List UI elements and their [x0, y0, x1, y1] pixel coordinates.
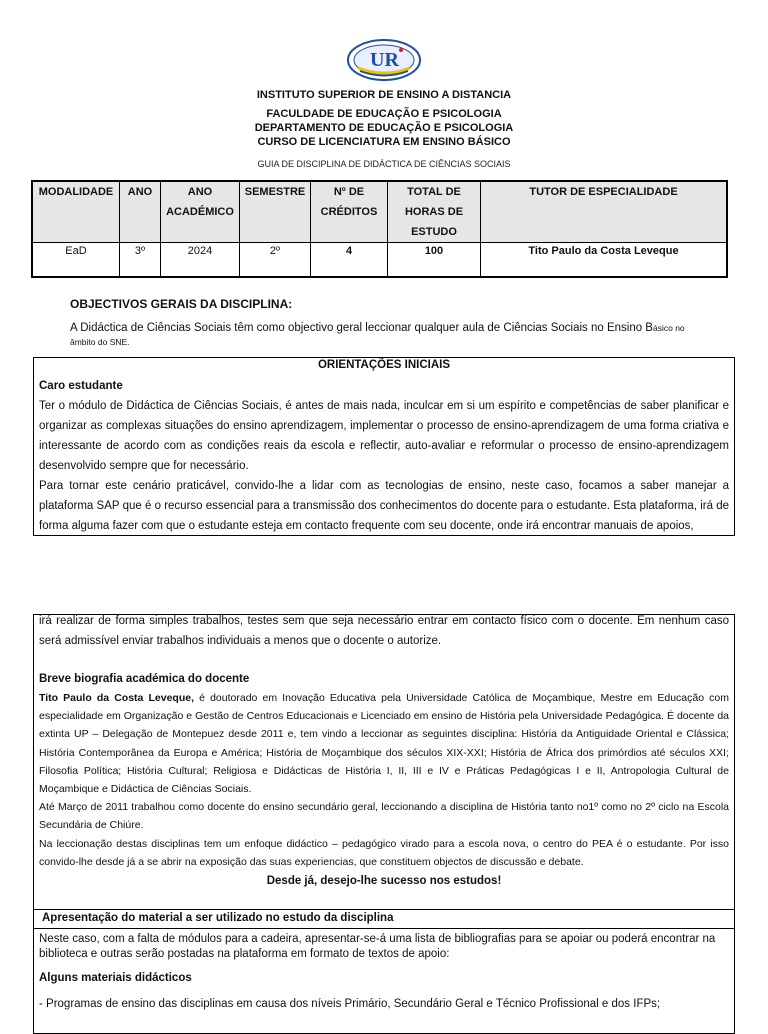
- table-cell: Tito Paulo da Costa Leveque: [481, 243, 728, 278]
- paragraph: irá realizar de forma simples trabalhos, testes sem que seja necessário entrar em contacto físico com o docente. Em nenhum caso será admissível enviar trabalhos individuais a menos que o docente o autorize.: [39, 615, 729, 647]
- bio-paragraph: Até Março de 2011 trabalhou como docente do ensino secundário geral, leccionando a disciplina de História tanto no1º como no 2º ciclo na Escola Secundária de Chiúre.: [39, 801, 729, 832]
- university-logo: [346, 38, 422, 82]
- objectives-text-small: ásico no âmbito do SNE.: [70, 323, 685, 347]
- table-header-row: [32, 181, 727, 243]
- header-cell: ANO: [120, 181, 161, 243]
- table-cell: 2º: [240, 243, 311, 278]
- document-header: [0, 88, 768, 102]
- guide-title: GUIA DE DISCIPLINA DE DIDÁCTICA DE CIÊNCIAS SOCIAIS: [257, 159, 511, 169]
- closing-line: Desde já, desejo-lhe sucesso nos estudos!: [266, 875, 502, 888]
- faculty-block: [0, 107, 768, 149]
- divider: [34, 928, 734, 929]
- paragraph: Neste caso, com a falta de módulos para a cadeira, apresentar-se-á uma lista de bibliografias para se apoiar ou poderá encontrar na biblioteca e outras serão postadas na plataforma em formato de textos de apoio:: [39, 933, 716, 961]
- header-cell: MODALIDADE: [32, 181, 120, 243]
- continuation-box: [33, 614, 735, 1034]
- paragraph: Ter o módulo de Didáctica de Ciências Sociais, é antes de mais nada, inculcar em si um espírito e competências de saber planificar e organizar as complexas situações do ensino aprendizagem, implementar o processo de ensino-aprendizagem de uma forma criativa e interessante de acordo com as condições reais da escola e reflectir, auto-avaliar e reformular o processo de ensino-aprendizagem desenvolvido sempre que for necessário.: [39, 400, 729, 472]
- bio-title: Breve biografia académica do docente: [39, 673, 250, 685]
- table-cell: 3º: [120, 243, 161, 278]
- list-item: - Programas de ensino das disciplinas em causa dos níveis Primário, Secundário Geral e Técnico Profissional e dos IFPs;: [39, 998, 661, 1011]
- bio-text: é doutorado em Inovação Educativa pela Universidade Católica de Moçambique, Mestre em Educação com especialidade em Organização e Gestão de Centros Educacionais e Licenciado em ensino de História pela Universidade Pedagógica. É docente da extinta UP – Delegação de Montepuez desde 2011 e, tem vindo a leccionar as seguintes disciplina: História da Antiguidade Oriental e Clássica; História Contemporânea da Europa e América; História de Moçambique dos séculos XIX-XXI; História de África dos primórdios até séculos XXI; Filosofia Política; História Cultural; Religiosa e Didácticas de História I, II, III e IV e Práticas Pedagógicas I e II, Antropologia Cultural de Moçambique e Didáctica de Ciências Sociais.: [39, 692, 729, 796]
- paragraph: Para tornar este cenário praticável, convido-lhe a lidar com as tecnologias de ensino, neste caso, focamos a saber manejar a plataforma SAP que é o recurso essencial para a transmissão dos conhecimentos do docente para o estudante. Esta plataforma, irá de forma alguma fazer com que o estudante esteja em contacto frequente com seu docente, onde irá encontrar manuais de apoios,: [39, 480, 729, 532]
- table-cell: 2024: [161, 243, 240, 278]
- greeting: Caro estudante: [39, 380, 123, 392]
- materials-subtitle: Alguns materiais didácticos: [39, 972, 192, 985]
- institute-name: INSTITUTO SUPERIOR DE ENSINO A DISTANCIA: [256, 89, 512, 101]
- bio-paragraph: [39, 689, 729, 798]
- table-cell: 4: [311, 243, 388, 278]
- course-name: CURSO DE LICENCIATURA EM ENSINO BÁSICO: [257, 136, 511, 148]
- logo-letters: UR: [370, 49, 399, 71]
- bio-paragraph: Na leccionação destas disciplinas tem um enfoque didáctico – pedagógico virado para a escola nova, o centro do PEA é o estudante. Por isso convido-lhe desde já a se abrir na exposição das suas experiencias, que constituem objectos de discussão e debate.: [39, 837, 729, 868]
- course-info-table: [31, 180, 728, 278]
- orientations-box: [33, 357, 735, 536]
- objectives-text: [70, 321, 710, 349]
- department-name: DEPARTAMENTO DE EDUCAÇÃO E PSICOLOGIA: [254, 122, 514, 134]
- docent-name: Tito Paulo da Costa Leveque,: [39, 692, 195, 704]
- materials-title: Apresentação do material a ser utilizado no estudo da disciplina: [42, 912, 394, 925]
- header-cell: TOTAL DE HORAS DE ESTUDO: [388, 181, 481, 243]
- header-cell: SEMESTRE: [240, 181, 311, 243]
- faculty-name: FACULDADE DE EDUCAÇÃO E PSICOLOGIA: [266, 108, 502, 120]
- header-cell: Nº DE CRÉDITOS: [311, 181, 388, 243]
- orientations-title: ORIENTAÇÕES INICIAIS: [317, 359, 451, 371]
- table-cell: EaD: [32, 243, 120, 278]
- header-cell: ANO ACADÉMICO: [161, 181, 240, 243]
- header-cell: TUTOR DE ESPECIALIDADE: [481, 181, 728, 243]
- table-cell: 100: [388, 243, 481, 278]
- table-row: [32, 243, 727, 278]
- objectives-text-main: A Didáctica de Ciências Sociais têm como objectivo geral leccionar qualquer aula de Ciências Sociais no Ensino B: [70, 322, 653, 334]
- objectives-title: OBJECTIVOS GERAIS DA DISCIPLINA:: [70, 297, 293, 311]
